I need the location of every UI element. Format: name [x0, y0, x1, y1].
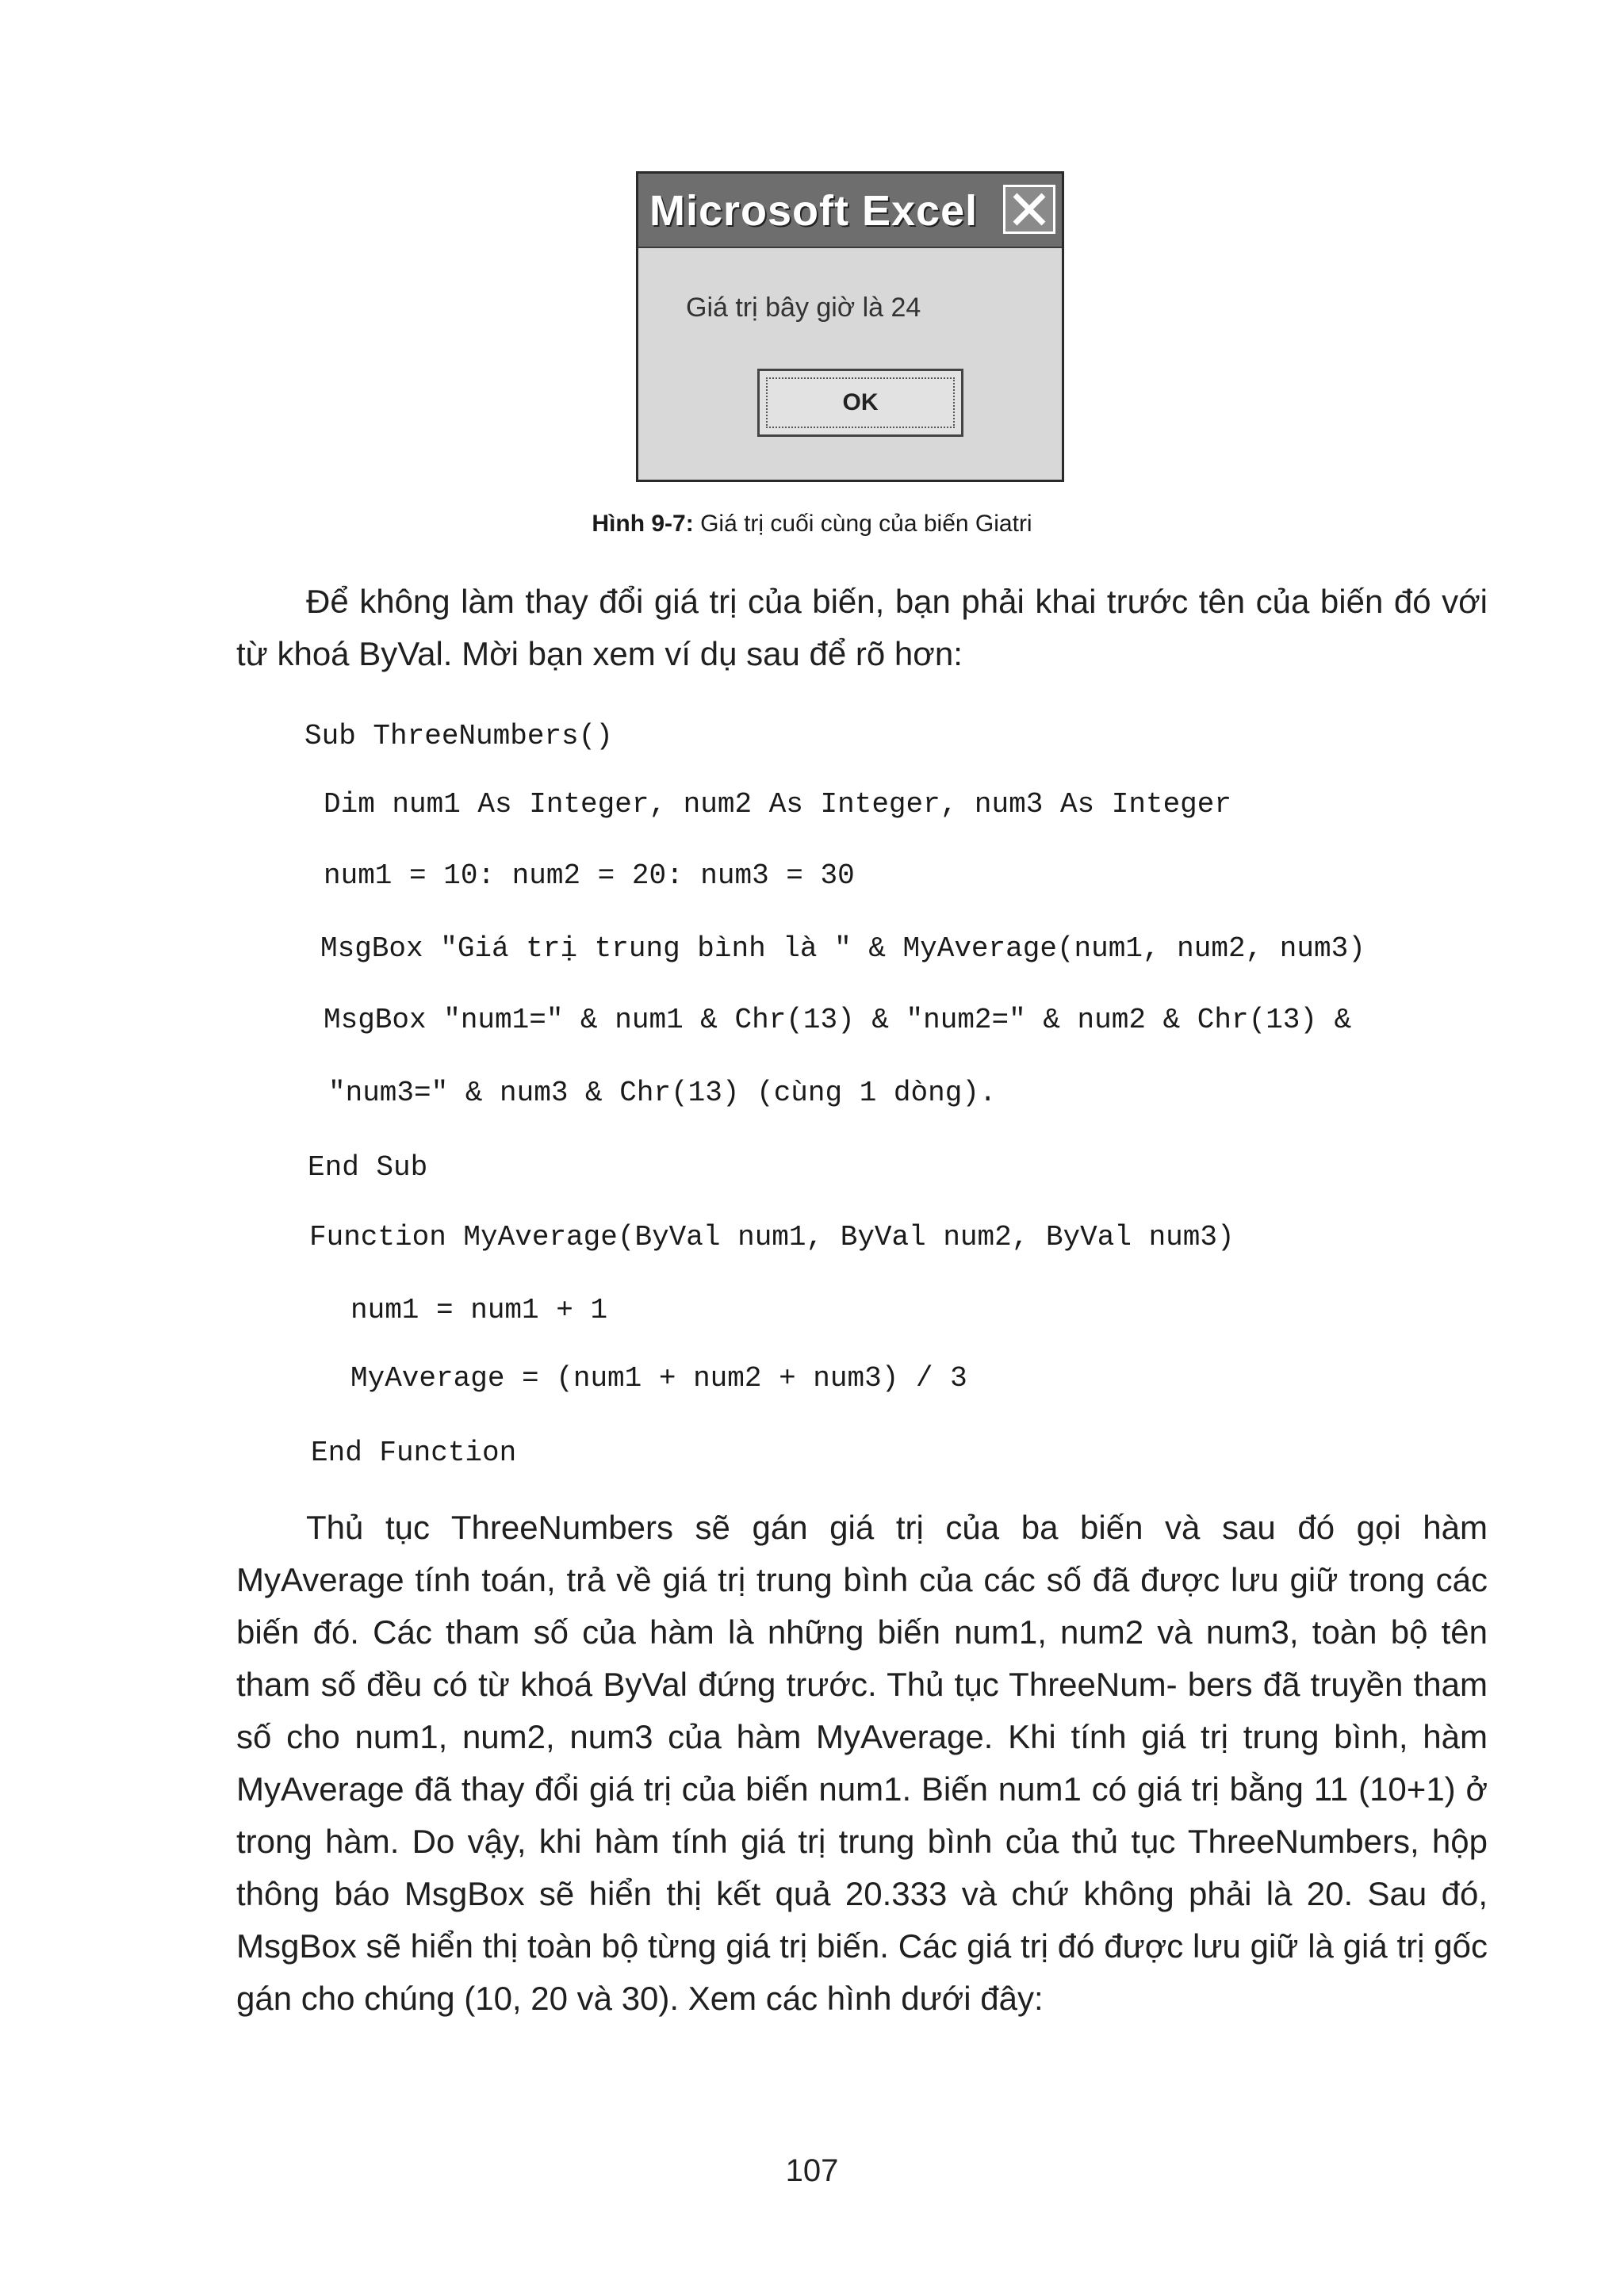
dialog-title: Microsoft Excel [649, 187, 979, 235]
body-line-2: MyAverage tính toán, trả về giá trị trung bình của các số đã được lưu giữ [236, 1561, 1339, 1598]
figure-caption-label: Hình 9-7: [592, 511, 694, 537]
excel-message-dialog [636, 171, 1064, 482]
code-line: MsgBox "num1=" & num1 & Chr(13) & "num2=" & num2 & Chr(13) & [324, 1004, 1352, 1036]
ok-button-label: OK [842, 389, 879, 415]
body-line-11: 30). Xem các hình dưới đây: [621, 1980, 1044, 2017]
close-icon[interactable] [1003, 185, 1055, 234]
intro-line-2: đó với từ khoá ByVal. Mời bạn xem ví dụ sau để rõ hơn: [236, 583, 1488, 672]
body-line-1: Thủ tục ThreeNumbers sẽ gán giá trị của ba biến và sau đó gọi hàm [306, 1509, 1488, 1546]
body-line-7: num1 có giá trị bằng 11 (10+1) ở trong hàm. Do vậy, khi hàm tính giá trị trung [236, 1770, 1488, 1860]
code-line: End Function [311, 1437, 517, 1469]
code-line: Dim num1 As Integer, num2 As Integer, num3 As Integer [324, 788, 1231, 821]
body-line-9: 20.333 và chứ không phải là 20. Sau đó, MsgBox sẽ hiển thị toàn bộ từng giá [236, 1875, 1488, 1965]
dialog-titlebar [638, 174, 1062, 248]
ok-button[interactable] [757, 369, 963, 437]
body-line-4: toàn bộ tên tham số đều có từ khoá ByVal đứng trước. Thủ tục ThreeNum- [236, 1613, 1488, 1703]
body-line-6: tính giá trị trung bình, hàm MyAverage đã thay đổi giá trị của biến num1. Biến [236, 1718, 1488, 1808]
intro-line-1: Để không làm thay đổi giá trị của biến, bạn phải khai trước tên của biến [306, 583, 1384, 620]
figure-caption-text: Giá trị cuối cùng của biến Giatri [700, 511, 1032, 537]
figure-caption [0, 511, 1624, 538]
code-line: Sub ThreeNumbers() [304, 720, 613, 752]
code-line: End Sub [308, 1151, 428, 1184]
intro-paragraph [236, 576, 1488, 680]
body-line-5: bers đã truyền tham số cho num1, num2, num3 của hàm MyAverage. Khi [236, 1666, 1488, 1755]
body-line-8: bình của thủ tục ThreeNumbers, hộp thông báo MsgBox sẽ hiển thị kết quả [236, 1823, 1488, 1912]
body-paragraph [236, 1502, 1488, 2025]
code-line: Function MyAverage(ByVal num1, ByVal num2, ByVal num3) [309, 1221, 1235, 1253]
code-line: MsgBox "Giá trị trung bình là " & MyAverage(num1, num2, num3) [320, 932, 1365, 965]
code-line: num1 = 10: num2 = 20: num3 = 30 [324, 859, 855, 892]
body-line-10: trị biến. Các giá trị đó được lưu giữ là giá trị gốc gán cho chúng (10, 20 và [236, 1927, 1488, 2017]
code-line: "num3=" & num3 & Chr(13) (cùng 1 dòng). [328, 1077, 997, 1109]
dialog-message: Giá trị bây giờ là 24 [686, 293, 921, 323]
code-line: MyAverage = (num1 + num2 + num3) / 3 [350, 1362, 967, 1395]
code-line: num1 = num1 + 1 [350, 1294, 608, 1326]
page-number: 107 [785, 2153, 839, 2188]
body-line-3: trong các biến đó. Các tham số của hàm là những biến num1, num2 và num3, [236, 1561, 1488, 1651]
